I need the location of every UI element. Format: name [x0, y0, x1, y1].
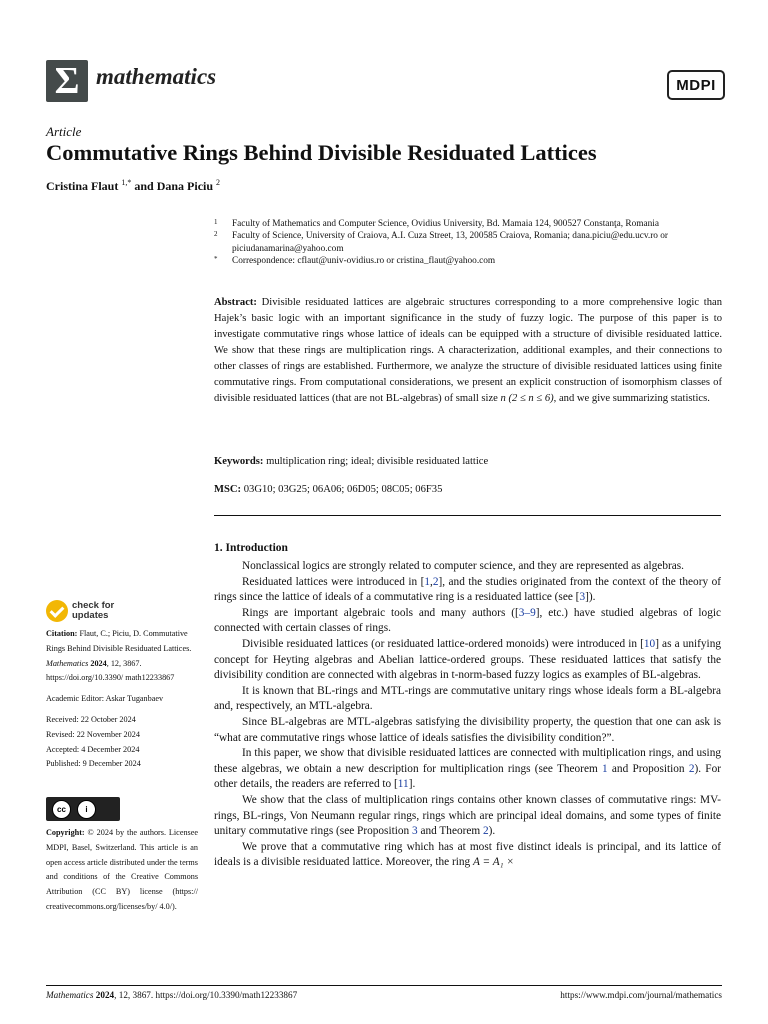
paragraph	[214, 575, 721, 606]
paragraph-text: and Theorem	[417, 825, 483, 838]
author-separator: and	[131, 179, 157, 193]
publisher-logo: MDPI	[667, 70, 725, 100]
reference-link[interactable]: 10	[643, 637, 656, 650]
proposition-link[interactable]: 3	[411, 825, 418, 838]
affiliation-mark: *	[214, 255, 218, 264]
paragraph	[214, 637, 721, 684]
author-1[interactable]: Cristina Flaut	[46, 179, 119, 193]
copyright-notice	[46, 826, 198, 915]
reference-link[interactable]: 3–9	[518, 606, 536, 619]
paragraph-text: ], etc.) have studied algebras of logic connected with certain classes of rings.	[214, 606, 721, 635]
paragraph-text: We show that the class of multiplication rings contains other known classes of commutative rings: MV-rings, BL-rings, Von Neumann regular rings, rings which are principal ideal domains, and some types of finite unitary commutative rings (see Proposition	[214, 793, 721, 838]
sidebar-metadata	[46, 627, 198, 772]
check-updates-label	[72, 601, 114, 621]
theorem-link[interactable]: 2	[483, 825, 489, 838]
paragraph	[214, 715, 721, 746]
paragraph-text: ).	[488, 825, 496, 838]
proposition-link[interactable]: 2	[688, 762, 695, 775]
cc-by-license-icon[interactable]	[46, 797, 120, 821]
footer-journal: Mathematics	[46, 990, 94, 1000]
citation-year: 2024	[90, 658, 107, 668]
affiliation-mark: 2	[214, 230, 218, 239]
paragraph-text: Since BL-algebras are MTL-algebras satisfying the divisibility property, the question that one can ask is “what are commutative rings whose lattice of ideals satisfies the divisibility condition?”.	[214, 715, 721, 744]
check-for-updates-button[interactable]	[46, 600, 114, 622]
reference-link[interactable]: 11	[397, 778, 409, 791]
section-heading: 1. Introduction	[214, 542, 288, 554]
check-updates-line: updates	[72, 610, 109, 621]
paragraph	[214, 684, 721, 715]
footer-year: 2024	[95, 990, 115, 1000]
citation-label: Citation:	[46, 629, 78, 638]
cc-icon: cc	[52, 800, 71, 819]
citation-journal: Mathematics	[46, 658, 89, 668]
footer-doi[interactable]: , 12, 3867. https://doi.org/10.3390/math12233867	[114, 990, 298, 1000]
keywords-text: multiplication ring; ideal; divisible residuated lattice	[266, 456, 489, 467]
abstract-text: Divisible residuated lattices are algebraic structures corresponding to a more comprehensive logic than Hajek’s basic logic with an important significance in the study of fuzzy logic. The purpose of this paper is to investigate commutative rings whose lattice of ideals can be equipped with a structure of divisible residuated lattice. We show that these rings are multiplication rings. A characterization, additional examples, and their connections to other classes of rings are established. Furthermore, we analyze the structure of divisible residuated lattices using finite commutative rings. From computational considerations, we present an explicit construction of isomorphism classes of divisible residuated lattices (that are not BL-algebras) of small size	[214, 297, 722, 404]
msc-codes	[214, 482, 722, 498]
affiliations	[214, 218, 724, 268]
abstract	[214, 295, 722, 407]
copyright-text: © 2024 by the authors. Licensee MDPI, Basel, Switzerland. This article is an open access article distributed under the terms and conditions of the Creative Commons Attribution (CC BY) license (https:// creativecommons.org/licenses/by/ 4.0/).	[46, 828, 198, 911]
check-updates-icon	[46, 600, 68, 622]
affiliation-text: Correspondence: cflaut@univ-ovidius.ro or cristina_flaut@yahoo.com	[232, 256, 496, 267]
reference-link[interactable]: 2	[432, 575, 439, 588]
published-date: Published: 9 December 2024	[46, 759, 141, 769]
affiliation-item	[214, 255, 724, 267]
article-title: Commutative Rings Behind Divisible Residuated Lattices	[46, 140, 597, 165]
journal-name: mathematics	[96, 64, 217, 89]
paragraph-text: and Proposition	[607, 762, 689, 775]
reference-link[interactable]: 3	[579, 591, 586, 604]
affiliation-mark: 1	[214, 218, 218, 226]
paragraph-text: We prove that a commutative ring which has at most five distinct ideals is principal, and its lattice of ideals is a divisible residuated lattice. Moreover, the ring	[214, 840, 721, 869]
abstract-text-end: , and we give summarizing statistics.	[553, 393, 710, 404]
author-1-affiliation: 1,*	[121, 178, 132, 187]
paragraph-text: Rings are important algebraic tools and many authors ([	[242, 606, 519, 619]
paragraph-text: ] as a unifying concept for Heyting algebras and Abelian lattice-ordered groups. These residuated lattices that satisfy the divisibility condition are connected with algebras in t-norm-based fuzzy logics as examples of BL-algebras.	[214, 637, 721, 682]
section-divider	[214, 515, 721, 516]
msc-text: 03G10; 03G25; 06A06; 06D05; 08C05; 06F35	[243, 484, 443, 495]
paragraph-text: ,	[430, 575, 433, 588]
attribution-icon: i	[77, 800, 96, 819]
paragraph	[214, 606, 721, 637]
paragraph	[214, 746, 721, 793]
received-date: Received: 22 October 2024	[46, 714, 136, 724]
author-2-affiliation: 2	[216, 178, 221, 187]
paragraph-text: Residuated lattices were introduced in [	[242, 575, 425, 588]
paragraph-text: ], and the studies originated from the context of the theory of rings since the lattice of ideals of a commutative ring is a residuated lattice (see [	[214, 575, 721, 604]
msc-label: MSC:	[214, 484, 242, 495]
paragraph	[214, 793, 721, 840]
paragraph-text: It is known that BL-rings and MTL-rings are commutative unitary rings whose ideals form a BL-algebra and, respectively, an MTL-algebra.	[214, 684, 721, 713]
citation-text: Flaut, C.; Piciu, D. Commutative Rings Behind Divisible Residuated Lattices.	[46, 629, 192, 653]
affiliation-item	[214, 218, 724, 230]
theorem-link[interactable]: 1	[602, 762, 608, 775]
inline-math: A = A₁ ×	[472, 856, 515, 869]
paragraph-text: ]).	[585, 591, 596, 604]
revised-date: Revised: 22 November 2024	[46, 729, 140, 739]
keywords	[214, 454, 722, 470]
journal-logo: Σ	[46, 60, 88, 102]
paragraph-text: ). For other details, the readers are referred to [	[214, 762, 721, 791]
introduction-body	[214, 559, 721, 871]
abstract-label: Abstract:	[214, 297, 257, 308]
authors	[46, 178, 220, 194]
accepted-date: Accepted: 4 December 2024	[46, 744, 140, 754]
footer-journal-url[interactable]: https://www.mdpi.com/journal/mathematics	[560, 990, 722, 1000]
paragraph-text: Divisible residuated lattices (or residuated lattice-ordered monoids) were introduced in [	[242, 637, 644, 650]
footer-divider	[46, 985, 722, 986]
copyright-label: Copyright:	[46, 828, 85, 837]
paragraph-text: Nonclassical logics are strongly related to computer science, and they are represented as algebras.	[242, 560, 684, 572]
footer-citation	[46, 990, 297, 1000]
affiliation-text: Faculty of Science, University of Craiova, A.I. Cuza Street, 13, 200585 Craiova, Romania; dana.piciu@edu.ucv.ro or piciudanamarina@yahoo.com	[232, 231, 669, 254]
keywords-label: Keywords:	[214, 456, 264, 467]
author-2[interactable]: Dana Piciu	[156, 179, 214, 193]
affiliation-item	[214, 230, 724, 255]
paragraph	[214, 840, 721, 871]
reference-link[interactable]: 1	[424, 575, 430, 588]
affiliation-text: Faculty of Mathematics and Computer Science, Ovidius University, Bd. Mamaia 124, 900527 Constanţa, Romania	[232, 219, 659, 229]
abstract-math: n (2 ≤ n ≤ 6)	[500, 393, 554, 404]
paragraph-text: In this paper, we show that divisible residuated lattices are connected with multiplication rings, and using these algebras, we obtain a new description for multiplication rings (see Theorem	[214, 747, 721, 775]
article-type: Article	[46, 124, 82, 139]
paragraph-text: ].	[408, 778, 416, 791]
check-updates-line: check for	[72, 600, 115, 611]
citation-text: , 12, 3867. https://doi.org/10.3390/ math12233867	[46, 658, 175, 683]
citation	[46, 627, 198, 686]
academic-editor: Academic Editor: Askar Tuganbaev	[46, 694, 164, 704]
paragraph	[214, 559, 721, 575]
